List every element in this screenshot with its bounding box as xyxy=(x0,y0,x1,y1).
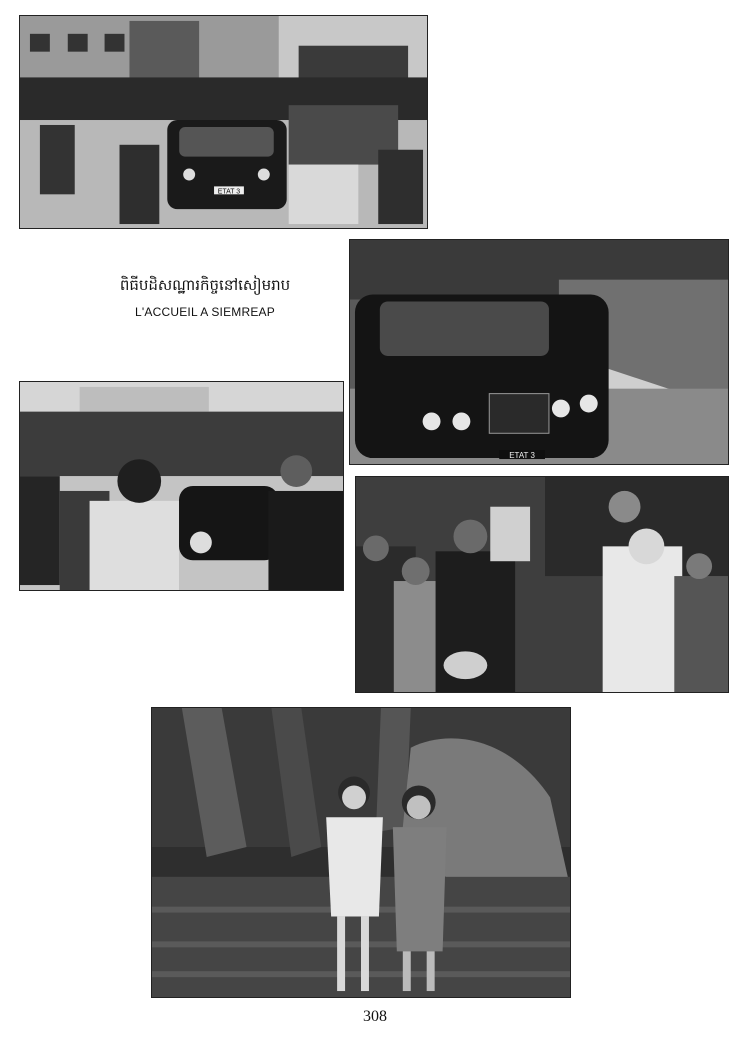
car-crowd-salute-image xyxy=(350,240,728,464)
photo-two-women-temple-roots xyxy=(151,707,571,998)
motorcade-arrival-image xyxy=(20,16,427,228)
car-plate-1: ETAT 3 xyxy=(217,188,241,196)
caption-khmer: ពិធីបដិសណ្ឋារកិច្ចនៅសៀមរាប xyxy=(119,276,291,294)
car-plate-2: ETAT 3 xyxy=(509,451,535,461)
two-women-temple-roots-image xyxy=(152,708,570,997)
photo-crowd-waving xyxy=(19,381,344,591)
photo-car-crowd-salute xyxy=(349,239,729,465)
reception-indoor-image xyxy=(356,477,728,692)
photo-motorcade-arrival xyxy=(19,15,428,229)
photo-reception-indoor xyxy=(355,476,729,693)
crowd-waving-image xyxy=(20,382,343,590)
caption-french: L'ACCUEIL A SIEMREAP xyxy=(135,305,275,319)
page-number: 308 xyxy=(363,1008,387,1025)
